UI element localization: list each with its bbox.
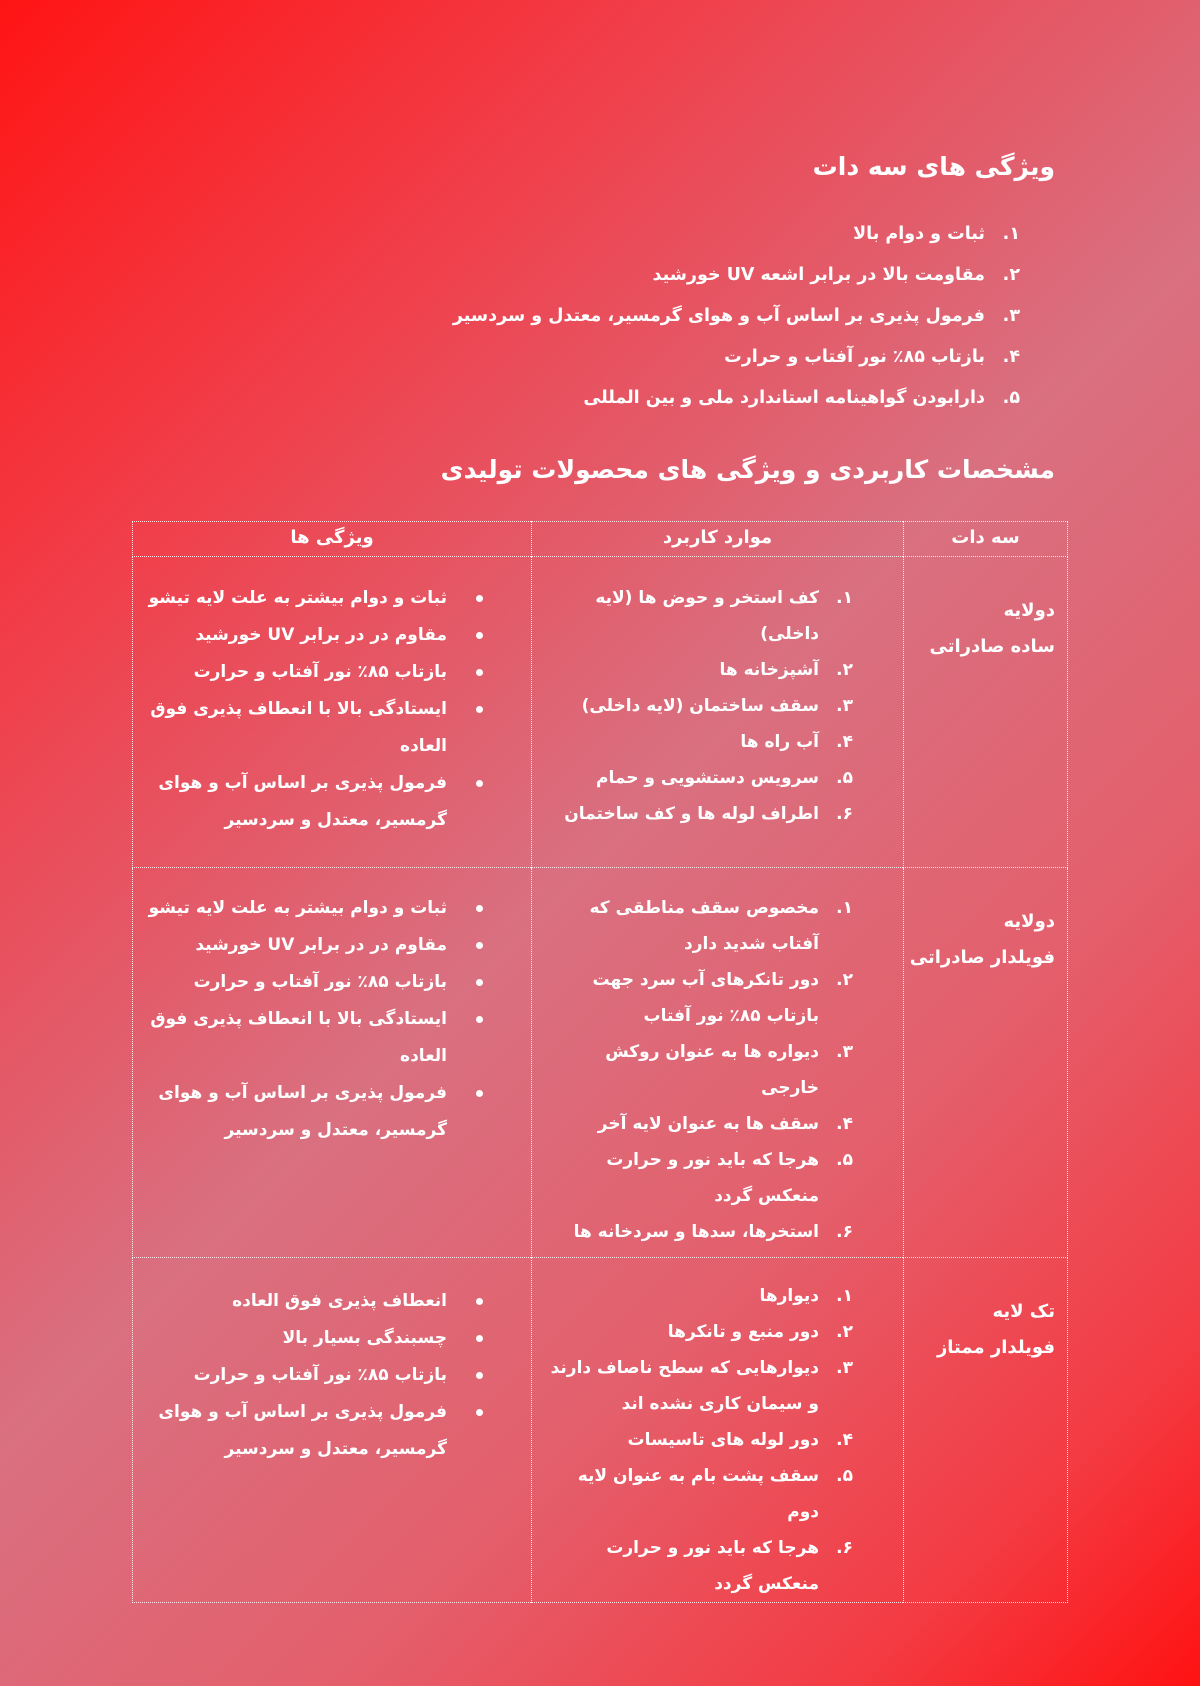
item-text: دیواره ها به عنوان روکش خارجی [605, 1042, 819, 1098]
item-number: ۱. [836, 898, 853, 918]
list-item [532, 688, 903, 724]
item-text: هرجا که باید نور و حرارت منعکس گردد [606, 1538, 819, 1594]
item-text: انعطاف پذیری فوق العاده [232, 1291, 447, 1311]
product-name [904, 1258, 1067, 1366]
table-row [133, 868, 1068, 1258]
product-name-line: ساده صادراتی [929, 636, 1055, 657]
bullet-icon [476, 669, 483, 676]
bullet-icon [476, 706, 483, 713]
bullet-icon [476, 1335, 483, 1342]
product-name-line: تک لایه [992, 1301, 1055, 1322]
bullet-icon [476, 1372, 483, 1379]
item-number: ۶. [836, 1222, 853, 1242]
item-text: دور تانکرهای آب سرد جهت بازتاب ۸۵٪ نور آفتاب [592, 970, 819, 1026]
item-text: سقف پشت بام به عنوان لایه دوم [577, 1466, 819, 1522]
header-features: ویژگی ها [133, 522, 532, 557]
bullet-icon [476, 979, 483, 986]
item-number: ۲. [836, 660, 853, 680]
features-cell [133, 557, 532, 868]
header-uses: موارد کاربرد [532, 522, 904, 557]
item-text: آشپزخانه ها [719, 660, 819, 680]
item-text: اطراف لوله ها و کف ساختمان [564, 804, 819, 824]
list-item [532, 1278, 903, 1314]
list-item [133, 964, 531, 1001]
list-item [532, 1106, 903, 1142]
item-text: مقاوم در در برابر UV خورشید [195, 625, 447, 645]
list-item [532, 1530, 903, 1602]
list-item [133, 890, 531, 927]
product-cell [904, 557, 1068, 868]
product-name-line: فویلدار صادراتی [909, 947, 1055, 968]
item-text: مخصوص سقف مناطقی که آفتاب شدید دارد [589, 898, 819, 954]
list-item [532, 1314, 903, 1350]
list-item [532, 1214, 903, 1250]
bullet-icon [476, 1016, 483, 1023]
header-product: سه دات [904, 522, 1068, 557]
item-number: ۲. [836, 970, 853, 990]
item-number: ۵. [836, 1466, 853, 1486]
list-item [133, 1320, 531, 1357]
item-text: ثبات و دوام بیشتر به علت لایه تیشو [148, 898, 447, 918]
item-number: ۵. [1002, 388, 1020, 408]
specs-title: مشخصات کاربردی و ویژگی های محصولات تولیدی [440, 455, 1055, 484]
item-text: هرجا که باید نور و حرارت منعکس گردد [606, 1150, 819, 1206]
list-item [532, 1350, 903, 1422]
table-row [133, 1258, 1068, 1603]
item-text: ثبات و دوام بالا [853, 224, 985, 244]
product-name-line: دولایه [1003, 911, 1055, 932]
product-name-line: فویلدار ممتاز [936, 1337, 1055, 1358]
list-item [532, 1422, 903, 1458]
item-number: ۳. [836, 1042, 853, 1062]
item-text: ایستادگی بالا با انعطاف پذیری فوق العاده [150, 699, 447, 756]
uses-list [532, 580, 903, 832]
list-item [532, 760, 903, 796]
item-number: ۲. [1002, 265, 1020, 285]
item-number: ۱. [1002, 224, 1020, 244]
features-title: ویژگی های سه دات [812, 152, 1055, 181]
item-text: دور لوله های تاسیسات [627, 1430, 819, 1450]
item-text: ایستادگی بالا با انعطاف پذیری فوق العاده [150, 1009, 447, 1066]
list-item [133, 580, 531, 617]
item-number: ۵. [836, 1150, 853, 1170]
item-text: دیوارهایی که سطح ناصاف دارند و سیمان کاری نشده اند [550, 1358, 819, 1414]
item-text: فرمول پذیری بر اساس آب و هوای گرمسیر، معتدل و سردسیر [452, 306, 985, 326]
list-item [453, 260, 1020, 301]
item-text: سقف ها به عنوان لایه آخر [597, 1114, 819, 1134]
product-specs-table [132, 521, 1068, 1603]
list-item [453, 219, 1020, 260]
list-item [133, 927, 531, 964]
item-text: دور منبع و تانکرها [667, 1322, 819, 1342]
list-item [532, 962, 903, 1034]
item-number: ۴. [836, 1114, 853, 1134]
item-text: مقاوم در در برابر UV خورشید [195, 935, 447, 955]
list-item [133, 617, 531, 654]
uses-cell [532, 868, 904, 1258]
item-number: ۲. [836, 1322, 853, 1342]
product-cell [904, 1258, 1068, 1603]
item-text: فرمول پذیری بر اساس آب و هوای گرمسیر، معتدل و سردسیر [158, 1402, 447, 1459]
list-item [532, 1142, 903, 1214]
item-text: دیوارها [759, 1286, 819, 1306]
product-cell [904, 868, 1068, 1258]
item-number: ۶. [836, 804, 853, 824]
list-item [532, 580, 903, 652]
list-item [532, 652, 903, 688]
item-text: بازتاب ۸۵٪ نور آفتاب و حرارت [193, 662, 447, 682]
bullet-icon [476, 595, 483, 602]
item-text: فرمول پذیری بر اساس آب و هوای گرمسیر، معتدل و سردسیر [158, 773, 447, 830]
item-number: ۴. [1002, 347, 1020, 367]
bullet-icon [476, 780, 483, 787]
product-name [904, 557, 1067, 665]
item-text: چسبندگی بسیار بالا [282, 1328, 447, 1348]
bullet-icon [476, 905, 483, 912]
product-name-line: دولایه [1003, 600, 1055, 621]
list-item [532, 1458, 903, 1530]
item-text: بازتاب ۸۵٪ نور آفتاب و حرارت [193, 1365, 447, 1385]
bullet-icon [476, 1298, 483, 1305]
list-item [133, 1001, 531, 1075]
list-item [532, 890, 903, 962]
bullet-icon [476, 1090, 483, 1097]
list-item [532, 796, 903, 832]
item-text: استخرها، سدها و سردخانه ها [573, 1222, 819, 1242]
item-number: ۱. [836, 1286, 853, 1306]
item-text: فرمول پذیری بر اساس آب و هوای گرمسیر، معتدل و سردسیر [158, 1083, 447, 1140]
item-text: آب راه ها [740, 732, 819, 752]
uses-list [532, 890, 903, 1250]
list-item [453, 342, 1020, 383]
item-text: سقف ساختمان (لایه داخلی) [581, 696, 819, 716]
list-item [133, 654, 531, 691]
features-cell [133, 868, 532, 1258]
list-item [133, 691, 531, 765]
list-item [453, 383, 1020, 424]
item-text: بازتاب ۸۵٪ نور آفتاب و حرارت [193, 972, 447, 992]
bullet-icon [476, 1409, 483, 1416]
item-number: ۳. [836, 1358, 853, 1378]
table-header-row [133, 522, 1068, 557]
list-item [133, 1075, 531, 1149]
bullet-icon [476, 942, 483, 949]
item-text: کف استخر و حوض ها (لایه داخلی) [595, 588, 819, 644]
bullet-icon [476, 632, 483, 639]
uses-cell [532, 1258, 904, 1603]
table-row [133, 557, 1068, 868]
features-bullet-list [133, 890, 531, 1149]
item-text: سرویس دستشویی و حمام [595, 768, 819, 788]
list-item [133, 1357, 531, 1394]
list-item [453, 301, 1020, 342]
item-number: ۴. [836, 732, 853, 752]
features-cell [133, 1258, 532, 1603]
list-item [133, 1283, 531, 1320]
item-text: بازتاب ۸۵٪ نور آفتاب و حرارت [724, 347, 985, 367]
item-text: دارابودن گواهینامه استاندارد ملی و بین المللی [583, 388, 985, 408]
list-item [133, 765, 531, 839]
features-list [453, 219, 1020, 424]
uses-list [532, 1278, 903, 1602]
features-bullet-list [133, 580, 531, 839]
list-item [532, 724, 903, 760]
item-text: ثبات و دوام بیشتر به علت لایه تیشو [148, 588, 447, 608]
product-name [904, 868, 1067, 976]
features-bullet-list [133, 1283, 531, 1468]
item-text: مقاومت بالا در برابر اشعه UV خورشید [652, 265, 985, 285]
item-number: ۵. [836, 768, 853, 788]
uses-cell [532, 557, 904, 868]
list-item [133, 1394, 531, 1468]
list-item [532, 1034, 903, 1106]
item-number: ۱. [836, 588, 853, 608]
item-number: ۳. [836, 696, 853, 716]
item-number: ۶. [836, 1538, 853, 1558]
item-number: ۴. [836, 1430, 853, 1450]
item-number: ۳. [1002, 306, 1020, 326]
